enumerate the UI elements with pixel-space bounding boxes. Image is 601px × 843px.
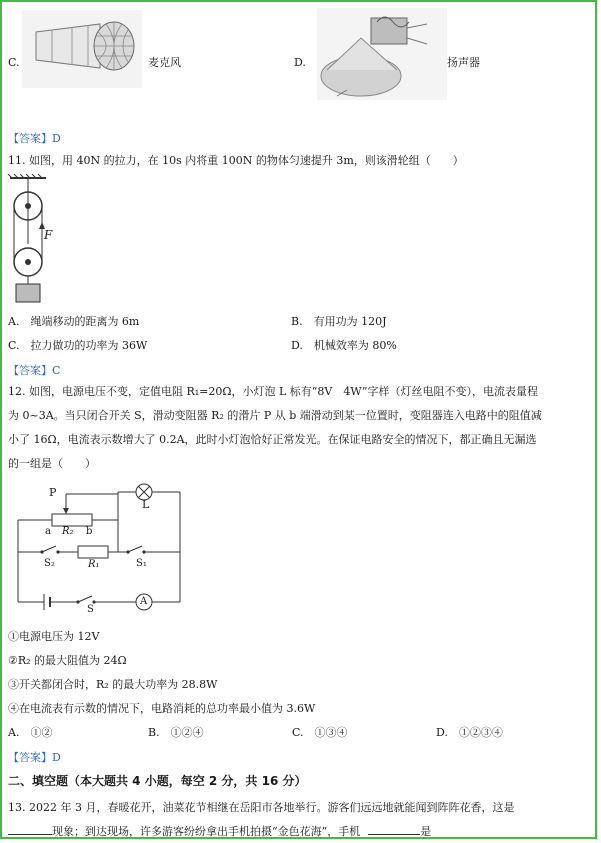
- q13-line-2: [8, 824, 431, 839]
- q11-option-a: A. 绳端移动的距离为 6m: [8, 315, 140, 328]
- label-p: P: [49, 486, 57, 499]
- q12-line-4: 的一组是（ ）: [8, 457, 96, 470]
- force-label: F: [44, 228, 53, 242]
- answer-label: 【答案】: [8, 751, 52, 764]
- answer-value: C: [52, 364, 61, 377]
- fill-blank: [8, 824, 52, 835]
- answer-label: 【答案】: [8, 132, 52, 145]
- q11-stem: 11. 如图，用 40N 的拉力，在 10s 内将重 100N 的物体匀速提升 3m，则该滑轮组（ ）: [8, 154, 464, 167]
- microphone-image: [22, 10, 142, 88]
- label-s: S: [87, 604, 94, 615]
- label-l: L: [142, 498, 150, 511]
- answer-value: D: [52, 132, 61, 145]
- q12-statement-2: ②R₂ 的最大阻值为 24Ω: [8, 654, 127, 667]
- q13-line-1: 13. 2022 年 3 月，春暖花开，油菜花节相继在岳阳市各地举行。游客们远远地就能闻到阵阵花香，这是: [8, 801, 515, 814]
- section-title: 二、填空题（本大题共 4 小题，每空 2 分，共 16 分）: [8, 774, 307, 788]
- circuit-diagram: [12, 480, 192, 620]
- q12-choice-c: C. ①③④: [292, 726, 348, 739]
- q12-answer: [8, 749, 61, 765]
- q10-answer: [8, 130, 61, 146]
- label-s2: S₂: [44, 558, 55, 569]
- q11-answer: [8, 362, 60, 378]
- q12-statement-1: ①电源电压为 12V: [8, 630, 100, 643]
- q13-line-2-end: 是: [420, 825, 432, 838]
- q12-choice-d: D. ①②③④: [436, 726, 503, 739]
- fill-blank: [368, 824, 420, 835]
- q12-statement-3: ③开关都闭合时，R₂ 的最大功率为 28.8W: [8, 678, 218, 691]
- label-r2: R₂: [62, 526, 74, 537]
- option-d-caption: 扬声器: [447, 56, 480, 69]
- label-s1: S₁: [136, 558, 147, 569]
- option-d-label: D.: [294, 56, 306, 69]
- option-c-label: C.: [8, 56, 20, 69]
- option-c-caption: 麦克风: [148, 56, 181, 69]
- label-r1: R₁: [88, 559, 100, 570]
- q12-choice-b: B. ①②④: [148, 726, 204, 739]
- q12-line-1: 12. 如图，电源电压不变，定值电阻 R₁=20Ω，小灯泡 L 标有“8V 4W”字样（灯丝电阻不变），电流表量程: [8, 385, 539, 398]
- q12-line-2: 为 0~3A。当只闭合开关 S，滑动变阻器 R₂ 的滑片 P 从 b 端滑动到某一位置时，变阻器连入电路中的阻值减: [8, 409, 542, 422]
- q12-line-3: 小了 16Ω，电流表示数增大了 0.2A，此时小灯泡恰好正常发光。在保证电路安全的情况下，都正确且无漏选: [8, 433, 537, 446]
- q11-option-d: D. 机械效率为 80%: [291, 339, 397, 352]
- answer-label: 【答案】: [8, 364, 52, 377]
- label-a: a: [45, 526, 51, 537]
- q11-option-c: C. 拉力做功的功率为 36W: [8, 339, 148, 352]
- q11-option-b: B. 有用功为 120J: [291, 315, 387, 328]
- label-b: b: [86, 526, 93, 537]
- pulley-diagram: [6, 174, 62, 304]
- answer-value: D: [52, 751, 61, 764]
- q13-line-2-text: 现象；到达现场，许多游客纷纷拿出手机拍摄“金色花海”，手机: [52, 825, 361, 838]
- speaker-image: [317, 8, 447, 100]
- q12-statement-4: ④在电流表有示数的情况下，电路消耗的总功率最小值为 3.6W: [8, 702, 316, 715]
- q12-choice-a: A. ①②: [8, 726, 53, 739]
- ammeter-label: A: [140, 596, 148, 607]
